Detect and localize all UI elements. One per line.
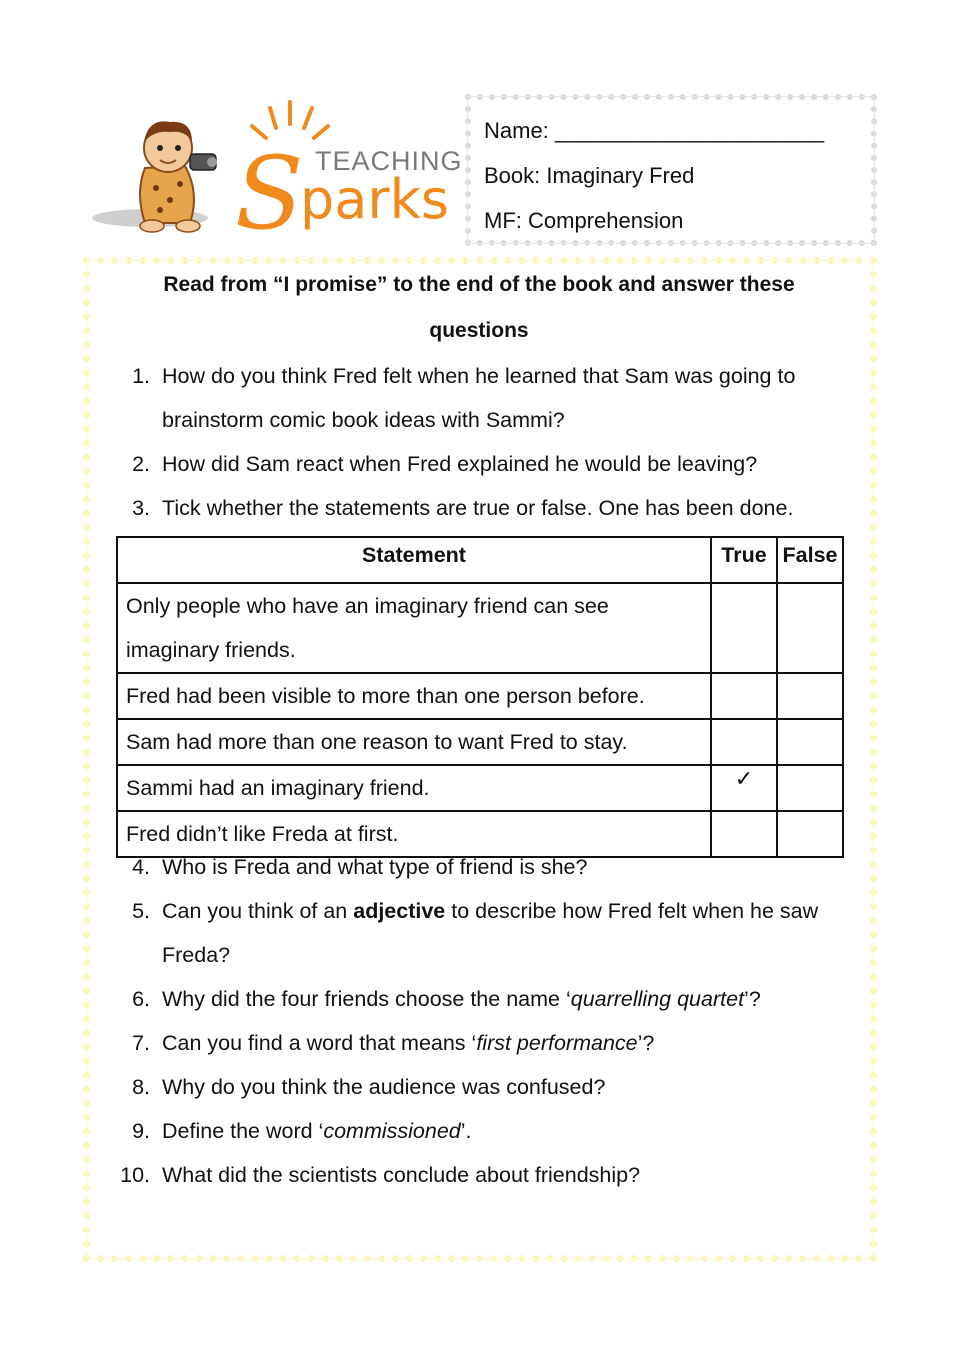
statement-text: Only people who have an imaginary friend can see <box>126 594 609 618</box>
question-number: 2. <box>132 452 150 476</box>
question-text: Who is Freda and what type of friend is she? <box>162 855 588 879</box>
statement-cell: Sammi had an imaginary friend. <box>117 765 711 811</box>
question-number: 7. <box>132 1031 150 1055</box>
question-text: Tick whether the statements are true or false. One has been done. <box>162 496 794 520</box>
teaching-sparks-logo <box>90 98 460 248</box>
name-field[interactable]: Name: ______________________ <box>484 118 825 143</box>
tick-mark: ✓ <box>734 766 754 791</box>
question-text: brainstorm comic book ideas with Sammi? <box>162 408 565 432</box>
adjective-keyword: adjective <box>353 899 446 923</box>
question-text: Can you think of an adjective to describe how Fred felt when he saw <box>162 899 819 923</box>
caveman-mascot-icon <box>90 98 460 248</box>
false-cell[interactable] <box>777 811 843 857</box>
question-text: Can you find a word that means ‘first performance’? <box>162 1031 655 1055</box>
question-number: 8. <box>132 1075 150 1099</box>
statement-cell: Sam had more than one reason to want Fred to stay. <box>117 719 711 765</box>
table-row <box>117 673 843 719</box>
question-number: 3. <box>132 496 150 520</box>
question-text: Define the word ‘commissioned’. <box>162 1119 472 1143</box>
quoted-term: commissioned <box>323 1119 461 1143</box>
question-text: Why did the four friends choose the name ‘quarrelling quartet’? <box>162 987 761 1011</box>
question-number: 10. <box>120 1163 150 1187</box>
statement-cell <box>117 583 711 673</box>
logo-line2: parks <box>300 168 449 231</box>
table-row <box>117 811 843 857</box>
book-title: Book: Imaginary Fred <box>484 163 695 188</box>
table-row <box>117 765 843 811</box>
table-header-row <box>117 537 843 583</box>
question-number: 6. <box>132 987 150 1011</box>
question-number: 5. <box>132 899 150 923</box>
false-cell[interactable] <box>777 765 843 811</box>
table-row <box>117 583 843 673</box>
logo-line1: TEACHING <box>315 146 460 176</box>
statement-cell: Fred didn’t like Freda at first. <box>117 811 711 857</box>
true-cell[interactable] <box>711 673 777 719</box>
question-text: How do you think Fred felt when he learned that Sam was going to <box>162 364 796 388</box>
true-false-table <box>116 536 844 858</box>
true-cell[interactable] <box>711 719 777 765</box>
question-number: 9. <box>132 1119 150 1143</box>
false-cell[interactable] <box>777 583 843 673</box>
true-cell[interactable] <box>711 765 777 811</box>
statement-text: imaginary friends. <box>126 638 296 662</box>
quoted-term: first performance <box>476 1031 638 1055</box>
question-text: What did the scientists conclude about friendship? <box>162 1163 641 1187</box>
question-number: 1. <box>132 364 150 388</box>
table-row <box>117 719 843 765</box>
false-cell[interactable] <box>777 673 843 719</box>
question-number: 4. <box>132 855 150 879</box>
true-header: True <box>711 537 777 583</box>
question-text: How did Sam react when Fred explained he would be leaving? <box>162 452 758 476</box>
true-cell[interactable] <box>711 583 777 673</box>
mf-label: MF: Comprehension <box>484 208 684 233</box>
false-header: False <box>777 537 843 583</box>
question-text: Why do you think the audience was confused? <box>162 1075 606 1099</box>
question-text: Freda? <box>162 943 231 967</box>
true-cell[interactable] <box>711 811 777 857</box>
instructions-heading-line1: Read from “I promise” to the end of the book and answer these <box>163 273 795 296</box>
student-info-box <box>465 94 877 246</box>
false-cell[interactable] <box>777 719 843 765</box>
instructions-heading-line2: questions <box>429 319 529 342</box>
logo-s-letter: S <box>235 135 304 248</box>
quoted-term: quarrelling quartet <box>570 987 745 1011</box>
statement-cell: Fred had been visible to more than one person before. <box>117 673 711 719</box>
statement-header: Statement <box>117 537 711 583</box>
